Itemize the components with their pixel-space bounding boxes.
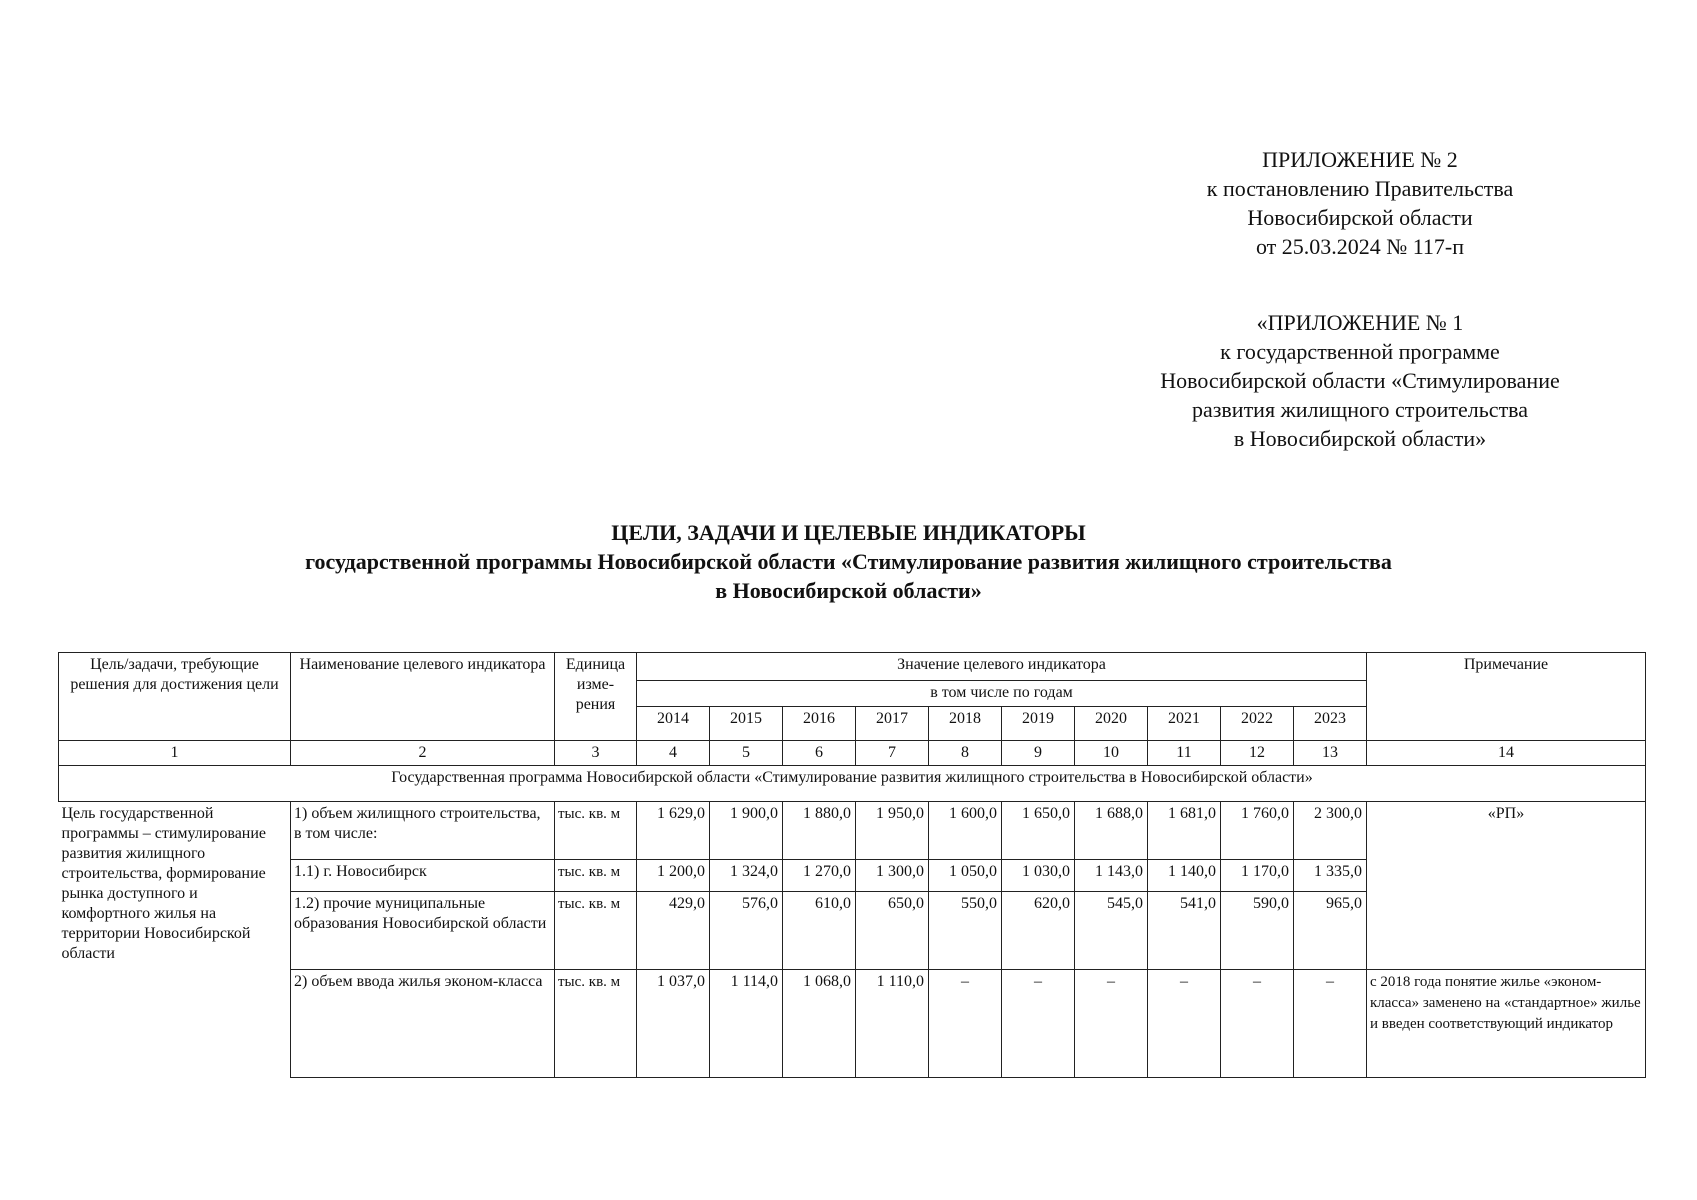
header-year: 2020 <box>1075 707 1148 741</box>
indicator-name: 1) объем жилищного строительства, в том числе: <box>291 802 555 860</box>
table-row <box>59 802 1646 860</box>
value-cell: 1 114,0 <box>710 970 783 1078</box>
indicators-table <box>58 652 1646 1078</box>
value-cell: 1 629,0 <box>637 802 710 860</box>
column-number: 3 <box>555 741 637 766</box>
header-by-years: в том числе по годам <box>637 681 1367 707</box>
document-title <box>0 518 1697 605</box>
appendix-2-line-2: к постановлению Правительства <box>1206 176 1514 201</box>
header-year: 2019 <box>1002 707 1075 741</box>
indicator-name: 1.2) прочие муниципальные образования Новосибирской области <box>291 892 555 970</box>
value-cell: 550,0 <box>929 892 1002 970</box>
value-cell: 650,0 <box>856 892 929 970</box>
column-number: 13 <box>1294 741 1367 766</box>
title-line-3: в Новосибирской области» <box>715 578 982 603</box>
value-cell: 1 050,0 <box>929 860 1002 892</box>
value-cell: – <box>1294 970 1367 1078</box>
column-number: 12 <box>1221 741 1294 766</box>
value-cell: 541,0 <box>1148 892 1221 970</box>
value-cell: 1 200,0 <box>637 860 710 892</box>
value-cell: 590,0 <box>1221 892 1294 970</box>
unit-cell: тыс. кв. м <box>555 970 637 1078</box>
value-cell: 1 650,0 <box>1002 802 1075 860</box>
value-cell: 1 950,0 <box>856 802 929 860</box>
header-year: 2017 <box>856 707 929 741</box>
goal-cell: Цель государственной программы – стимулирование развития жилищного строительства, формирование рынка доступного и комфортного жилья на территории Новосибирской области <box>59 802 291 1078</box>
header-year: 2023 <box>1294 707 1367 741</box>
value-cell: 429,0 <box>637 892 710 970</box>
header-note: Примечание <box>1367 653 1646 741</box>
value-cell: 1 900,0 <box>710 802 783 860</box>
value-cell: 1 068,0 <box>783 970 856 1078</box>
value-cell: 1 324,0 <box>710 860 783 892</box>
appendix-1-line-5: в Новосибирской области» <box>1233 426 1487 451</box>
value-cell: – <box>1221 970 1294 1078</box>
column-number: 7 <box>856 741 929 766</box>
header-indicator: Наименование целевого индикатора <box>291 653 555 741</box>
appendix-2-line-1: ПРИЛОЖЕНИЕ № 2 <box>1262 147 1458 172</box>
column-number: 9 <box>1002 741 1075 766</box>
value-cell: 1 037,0 <box>637 970 710 1078</box>
header-value: Значение целевого индикатора <box>637 653 1367 681</box>
header-year: 2018 <box>929 707 1002 741</box>
header-year: 2016 <box>783 707 856 741</box>
column-number: 5 <box>710 741 783 766</box>
unit-cell: тыс. кв. м <box>555 802 637 860</box>
column-number: 8 <box>929 741 1002 766</box>
value-cell: 1 880,0 <box>783 802 856 860</box>
value-cell: 1 140,0 <box>1148 860 1221 892</box>
value-cell: 1 300,0 <box>856 860 929 892</box>
value-cell: 1 170,0 <box>1221 860 1294 892</box>
appendix-1-line-4: развития жилищного строительства <box>1191 397 1529 422</box>
value-cell: 1 688,0 <box>1075 802 1148 860</box>
note-cell: с 2018 года понятие жилье «эконом-класса» заменено на «стандартное» жилье и введен соответствующий индикатор <box>1367 970 1646 1078</box>
appendix-1-line-1: «ПРИЛОЖЕНИЕ № 1 <box>1256 310 1464 335</box>
value-cell: 2 300,0 <box>1294 802 1367 860</box>
title-line-2: государственной программы Новосибирской области «Стимулирование развития жилищного строительства <box>305 549 1392 574</box>
column-number: 1 <box>59 741 291 766</box>
value-cell: 1 030,0 <box>1002 860 1075 892</box>
note-cell: «РП» <box>1367 802 1646 970</box>
appendix-2-line-4: от 25.03.2024 № 117-п <box>1255 234 1465 259</box>
value-cell: – <box>929 970 1002 1078</box>
column-number: 10 <box>1075 741 1148 766</box>
value-cell: – <box>1148 970 1221 1078</box>
appendix-1-line-3: Новосибирской области «Стимулирование <box>1160 368 1560 393</box>
header-year: 2022 <box>1221 707 1294 741</box>
column-number: 2 <box>291 741 555 766</box>
value-cell: 1 143,0 <box>1075 860 1148 892</box>
value-cell: 1 600,0 <box>929 802 1002 860</box>
unit-cell: тыс. кв. м <box>555 892 637 970</box>
value-cell: 1 110,0 <box>856 970 929 1078</box>
value-cell: 1 760,0 <box>1221 802 1294 860</box>
value-cell: – <box>1002 970 1075 1078</box>
value-cell: 545,0 <box>1075 892 1148 970</box>
unit-cell: тыс. кв. м <box>555 860 637 892</box>
value-cell: 1 335,0 <box>1294 860 1367 892</box>
column-number: 4 <box>637 741 710 766</box>
appendix-1-header <box>1100 308 1620 453</box>
indicator-name: 2) объем ввода жилья эконом-класса <box>291 970 555 1078</box>
header-unit: Единица изме-рения <box>555 653 637 741</box>
value-cell: 576,0 <box>710 892 783 970</box>
header-year: 2014 <box>637 707 710 741</box>
value-cell: 610,0 <box>783 892 856 970</box>
appendix-2-header <box>1140 145 1580 261</box>
header-year: 2021 <box>1148 707 1221 741</box>
appendix-1-line-2: к государственной программе <box>1220 339 1500 364</box>
value-cell: 620,0 <box>1002 892 1075 970</box>
program-row: Государственная программа Новосибирской области «Стимулирование развития жилищного строительства в Новосибирской области» <box>59 766 1646 802</box>
header-goal: Цель/задачи, требующие решения для достижения цели <box>59 653 291 741</box>
value-cell: 1 270,0 <box>783 860 856 892</box>
column-number: 6 <box>783 741 856 766</box>
title-line-1: ЦЕЛИ, ЗАДАЧИ И ЦЕЛЕВЫЕ ИНДИКАТОРЫ <box>611 520 1086 545</box>
column-number: 14 <box>1367 741 1646 766</box>
appendix-2-line-3: Новосибирской области <box>1247 205 1473 230</box>
column-number: 11 <box>1148 741 1221 766</box>
header-year: 2015 <box>710 707 783 741</box>
value-cell: 965,0 <box>1294 892 1367 970</box>
table-row <box>59 970 1646 1078</box>
value-cell: 1 681,0 <box>1148 802 1221 860</box>
indicator-name: 1.1) г. Новосибирск <box>291 860 555 892</box>
value-cell: – <box>1075 970 1148 1078</box>
